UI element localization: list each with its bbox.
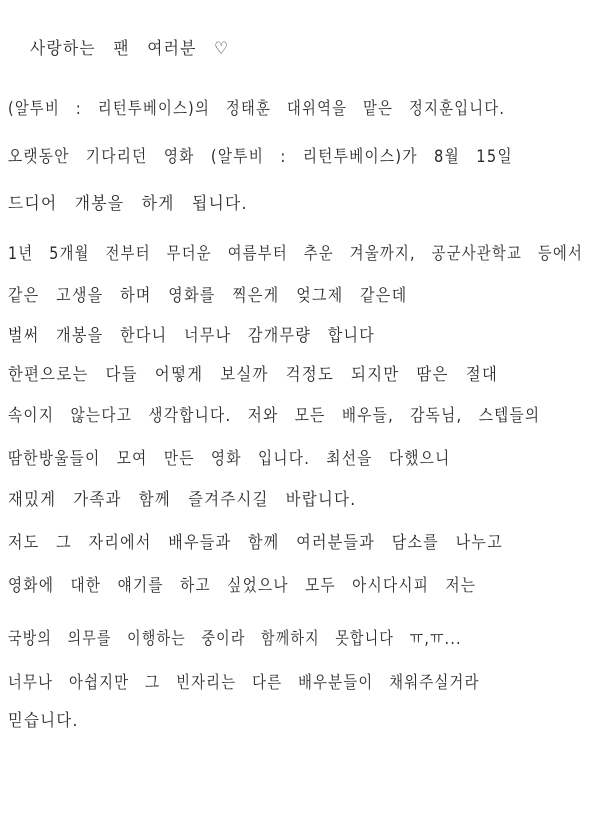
letter-line-1: (알투비 : 리턴투베이스)의 정태훈 대위역을 맡은 정지훈입니다.	[8, 99, 506, 119]
letter-line-8: 속이지 않는다고 생각합니다. 저와 모든 배우들, 감독님, 스텝들의	[8, 406, 541, 426]
letter-line-3: 드디어 개봉을 하게 됩니다.	[8, 194, 248, 214]
letter-line-11: 저도 그 자리에서 배우들과 함께 여러분들과 담소를 나누고	[8, 533, 503, 553]
letter-line-13: 국방의 의무를 이행하는 중이라 함께하지 못합니다 ㅠ,ㅠ...	[8, 629, 462, 649]
letter-line-7: 한편으로는 다들 어떻게 보실까 걱정도 되지만 땀은 절대	[8, 365, 499, 385]
letter-line-5: 같은 고생을 하며 영화를 찍은게 엊그제 같은데	[8, 286, 408, 306]
letter-line-14: 너무나 아쉽지만 그 빈자리는 다른 배우분들이 채워주실거라	[8, 673, 480, 693]
letter-line-15: 믿습니다.	[8, 711, 79, 731]
letter-greeting: 사랑하는 팬 여러분 ♡	[30, 39, 230, 59]
letter-line-10: 재밌게 가족과 함께 즐겨주시길 바랍니다.	[8, 490, 357, 510]
letter-line-2: 오랫동안 기다리던 영화 (알투비 : 리턴투베이스)가 8월 15일	[8, 147, 513, 167]
letter-line-12: 영화에 대한 얘기를 하고 싶었으나 모두 아시다시피 저는	[8, 576, 477, 596]
letter-line-6: 벌써 개봉을 한다니 너무나 감개무량 합니다	[8, 326, 376, 346]
letter-line-4: 1년 5개월 전부터 무더운 여름부터 추운 겨울까지, 공군사관학교 등에서	[8, 244, 584, 264]
letter-line-9: 땀한방울들이 모여 만든 영화 입니다. 최선을 다했으니	[8, 449, 451, 469]
